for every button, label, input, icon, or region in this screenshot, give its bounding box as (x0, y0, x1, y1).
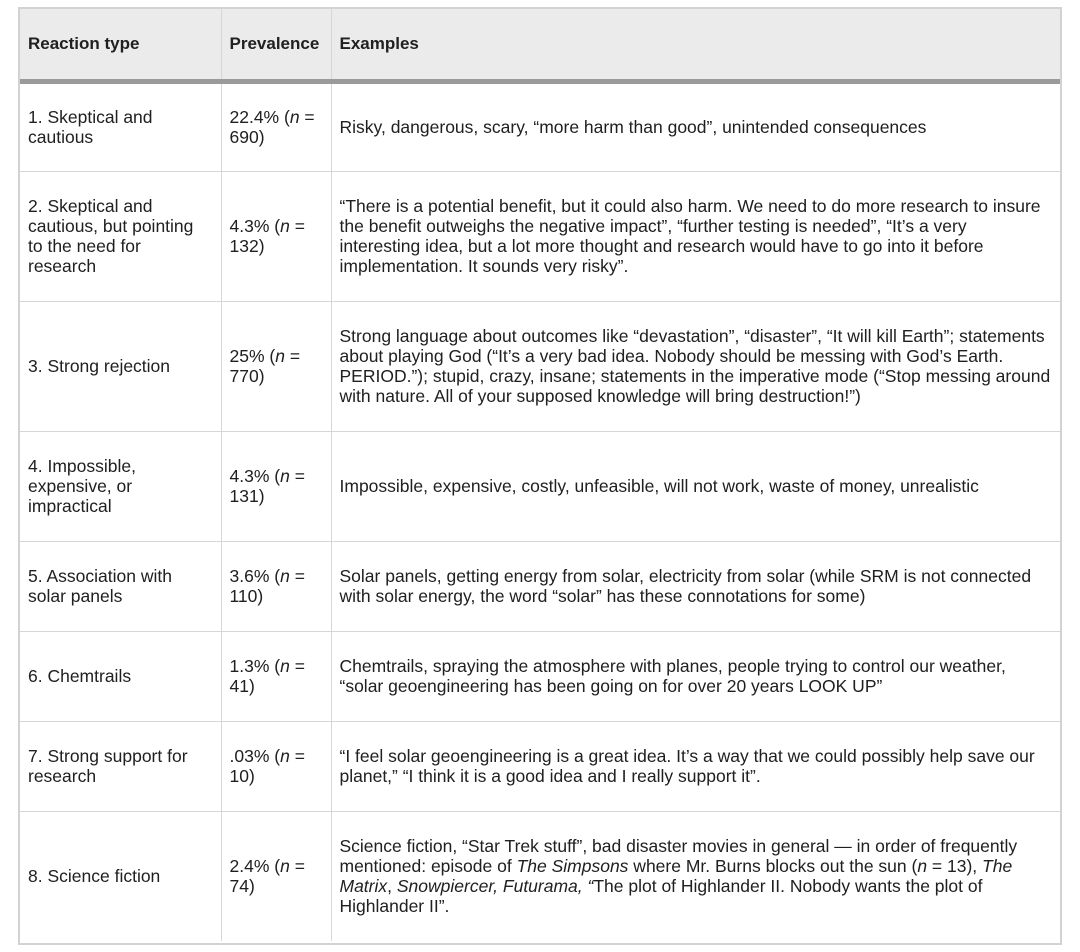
examples-cell: Strong language about outcomes like “devastation”, “disaster”, “It will kill Earth”; statements about playing God (“It’s a very bad idea. Nobody should be messing with God’s Earth. PERIOD.”); stupid, crazy, insane; statements in the imperative mode (“Stop messing around with nature. All of your supposed knowledge will bring destruction!”) (331, 301, 1060, 431)
table-row (20, 431, 1060, 541)
header-prevalence: Prevalence (221, 9, 331, 81)
table-row (20, 81, 1060, 171)
table-row (20, 301, 1060, 431)
reaction-type-cell: 1. Skeptical and cautious (20, 81, 221, 171)
prevalence-cell: 2.4% (n = 74) (221, 811, 331, 941)
prevalence-cell: 22.4% (n = 690) (221, 81, 331, 171)
examples-cell: Risky, dangerous, scary, “more harm than good”, unintended consequences (331, 81, 1060, 171)
table-row (20, 811, 1060, 941)
examples-cell: “I feel solar geoengineering is a great idea. It’s a way that we could possibly help save our planet,” “I think it is a good idea and I really support it”. (331, 721, 1060, 811)
examples-cell: “There is a potential benefit, but it could also harm. We need to do more research to insure the benefit outweighs the negative impact”, “further testing is needed”, “It’s a very interesting idea, but a lot more thought and research would have to go into it before implementation. It sounds very risky”. (331, 171, 1060, 301)
prevalence-cell: 4.3% (n = 131) (221, 431, 331, 541)
examples-cell: Solar panels, getting energy from solar, electricity from solar (while SRM is not connected with solar energy, the word “solar” has these connotations for some) (331, 541, 1060, 631)
table-frame (18, 7, 1062, 945)
table-row (20, 541, 1060, 631)
examples-cell: Chemtrails, spraying the atmosphere with planes, people trying to control our weather, “solar geoengineering has been going on for over 20 years LOOK UP” (331, 631, 1060, 721)
reaction-type-cell: 6. Chemtrails (20, 631, 221, 721)
examples-cell: Impossible, expensive, costly, unfeasible, will not work, waste of money, unrealistic (331, 431, 1060, 541)
header-reaction-type: Reaction type (20, 9, 221, 81)
table-row (20, 721, 1060, 811)
header-examples: Examples (339, 33, 419, 53)
reaction-type-cell: 3. Strong rejection (20, 301, 221, 431)
prevalence-cell: 25% (n = 770) (221, 301, 331, 431)
prevalence-cell: .03% (n = 10) (221, 721, 331, 811)
prevalence-cell: 1.3% (n = 41) (221, 631, 331, 721)
examples-cell: Science fiction, “Star Trek stuff”, bad disaster movies in general — in order of frequently mentioned: episode of The Simpsons where Mr. Burns blocks out the sun (n = 13), The Matrix, Snowpiercer, Futurama, “The plot of Highlander II. Nobody wants the plot of Highlander II”. (339, 835, 1018, 917)
prevalence-cell: 3.6% (n = 110) (221, 541, 331, 631)
reaction-table (20, 9, 1060, 941)
table-row (20, 171, 1060, 301)
reaction-type-cell: 7. Strong support for research (20, 721, 221, 811)
reaction-type-cell: 2. Skeptical and cautious, but pointing to the need for research (20, 171, 221, 301)
reaction-type-cell: 4. Impossible, expensive, or impractical (20, 431, 221, 541)
reaction-type-cell: 8. Science fiction (20, 811, 221, 941)
header-row (20, 9, 1060, 81)
table-row (20, 631, 1060, 721)
reaction-type-cell: 5. Association with solar panels (20, 541, 221, 631)
prevalence-cell: 4.3% (n = 132) (221, 171, 331, 301)
